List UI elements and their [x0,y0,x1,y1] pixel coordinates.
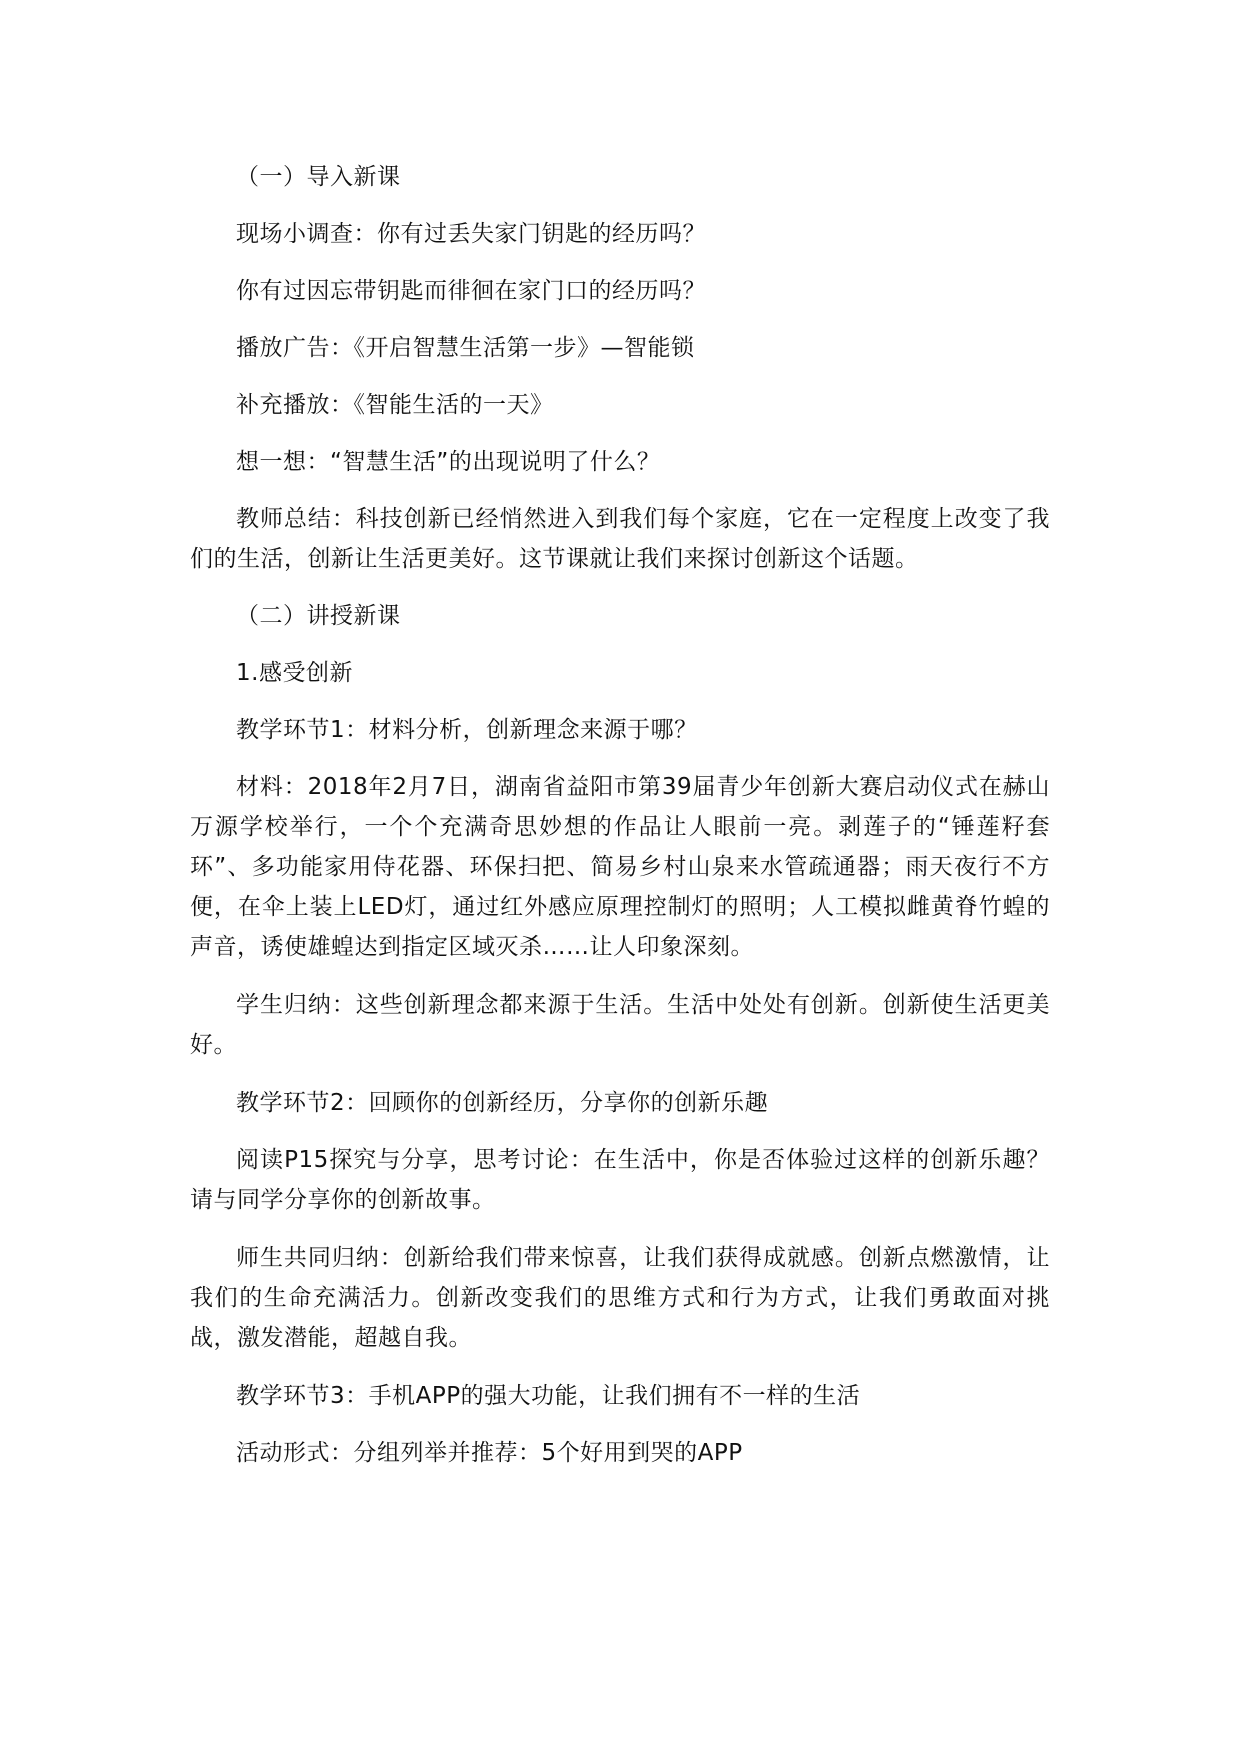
paragraph-play-ad: 播放广告：《开启智慧生活第一步》—智能锁 [236,335,695,361]
paragraph-supplementary-play: 补充播放：《智能生活的一天》 [236,392,554,418]
section-heading-new-lesson: （二）讲授新课 [236,603,401,629]
paragraph-survey-question-2: 你有过因忘带钥匙而徘徊在家门口的经历吗？ [236,278,706,304]
paragraph-teaching-step-2: 教学环节2：回顾你的创新经历，分享你的创新乐趣 [236,1090,769,1116]
paragraph-reading-discussion: 阅读P15探究与分享，思考讨论：在生活中，你是否体验过这样的创新乐趣？请与同学分享你的创新故事。 [190,1147,1050,1213]
subheading-feel-innovation: 1.感受创新 [236,660,353,686]
paragraph-survey-question-1: 现场小调查：你有过丢失家门钥匙的经历吗？ [236,221,706,247]
paragraph-teacher-summary: 教师总结：科技创新已经悄然进入到我们每个家庭，它在一定程度上改变了我们的生活，创新让生活更美好。这节课就让我们来探讨创新这个话题。 [190,506,1050,572]
paragraph-joint-summary: 师生共同归纳：创新给我们带来惊喜，让我们获得成就感。创新点燃激情，让我们的生命充满活力。创新改变我们的思维方式和行为方式，让我们勇敢面对挑战，激发潜能，超越自我。 [190,1245,1050,1351]
section-heading-intro: （一）导入新课 [236,164,401,190]
paragraph-material: 材料：2018年2月7日，湖南省益阳市第39届青少年创新大赛启动仪式在赫山万源学校举行，一个个充满奇思妙想的作品让人眼前一亮。剥莲子的“锤莲籽套环”、多功能家用侍花器、环保扫把、简易乡村山泉来水管疏通器；雨天夜行不方便，在伞上装上LED灯，通过红外感应原理控制灯的照明；人工模拟雌黄脊竹蝗的声音，诱使雄蝗达到指定区域灭杀……让人印象深刻。 [190,774,1050,960]
paragraph-student-summary: 学生归纳：这些创新理念都来源于生活。生活中处处有创新。创新使生活更美好。 [190,992,1050,1058]
paragraph-think: 想一想：“智慧生活”的出现说明了什么？ [236,449,661,475]
document-body [190,157,1050,1473]
paragraph-activity-form: 活动形式：分组列举并推荐：5个好用到哭的APP [236,1440,743,1466]
paragraph-teaching-step-3: 教学环节3：手机APP的强大功能，让我们拥有不一样的生活 [236,1383,861,1409]
paragraph-teaching-step-1: 教学环节1：材料分析，创新理念来源于哪？ [236,717,698,743]
